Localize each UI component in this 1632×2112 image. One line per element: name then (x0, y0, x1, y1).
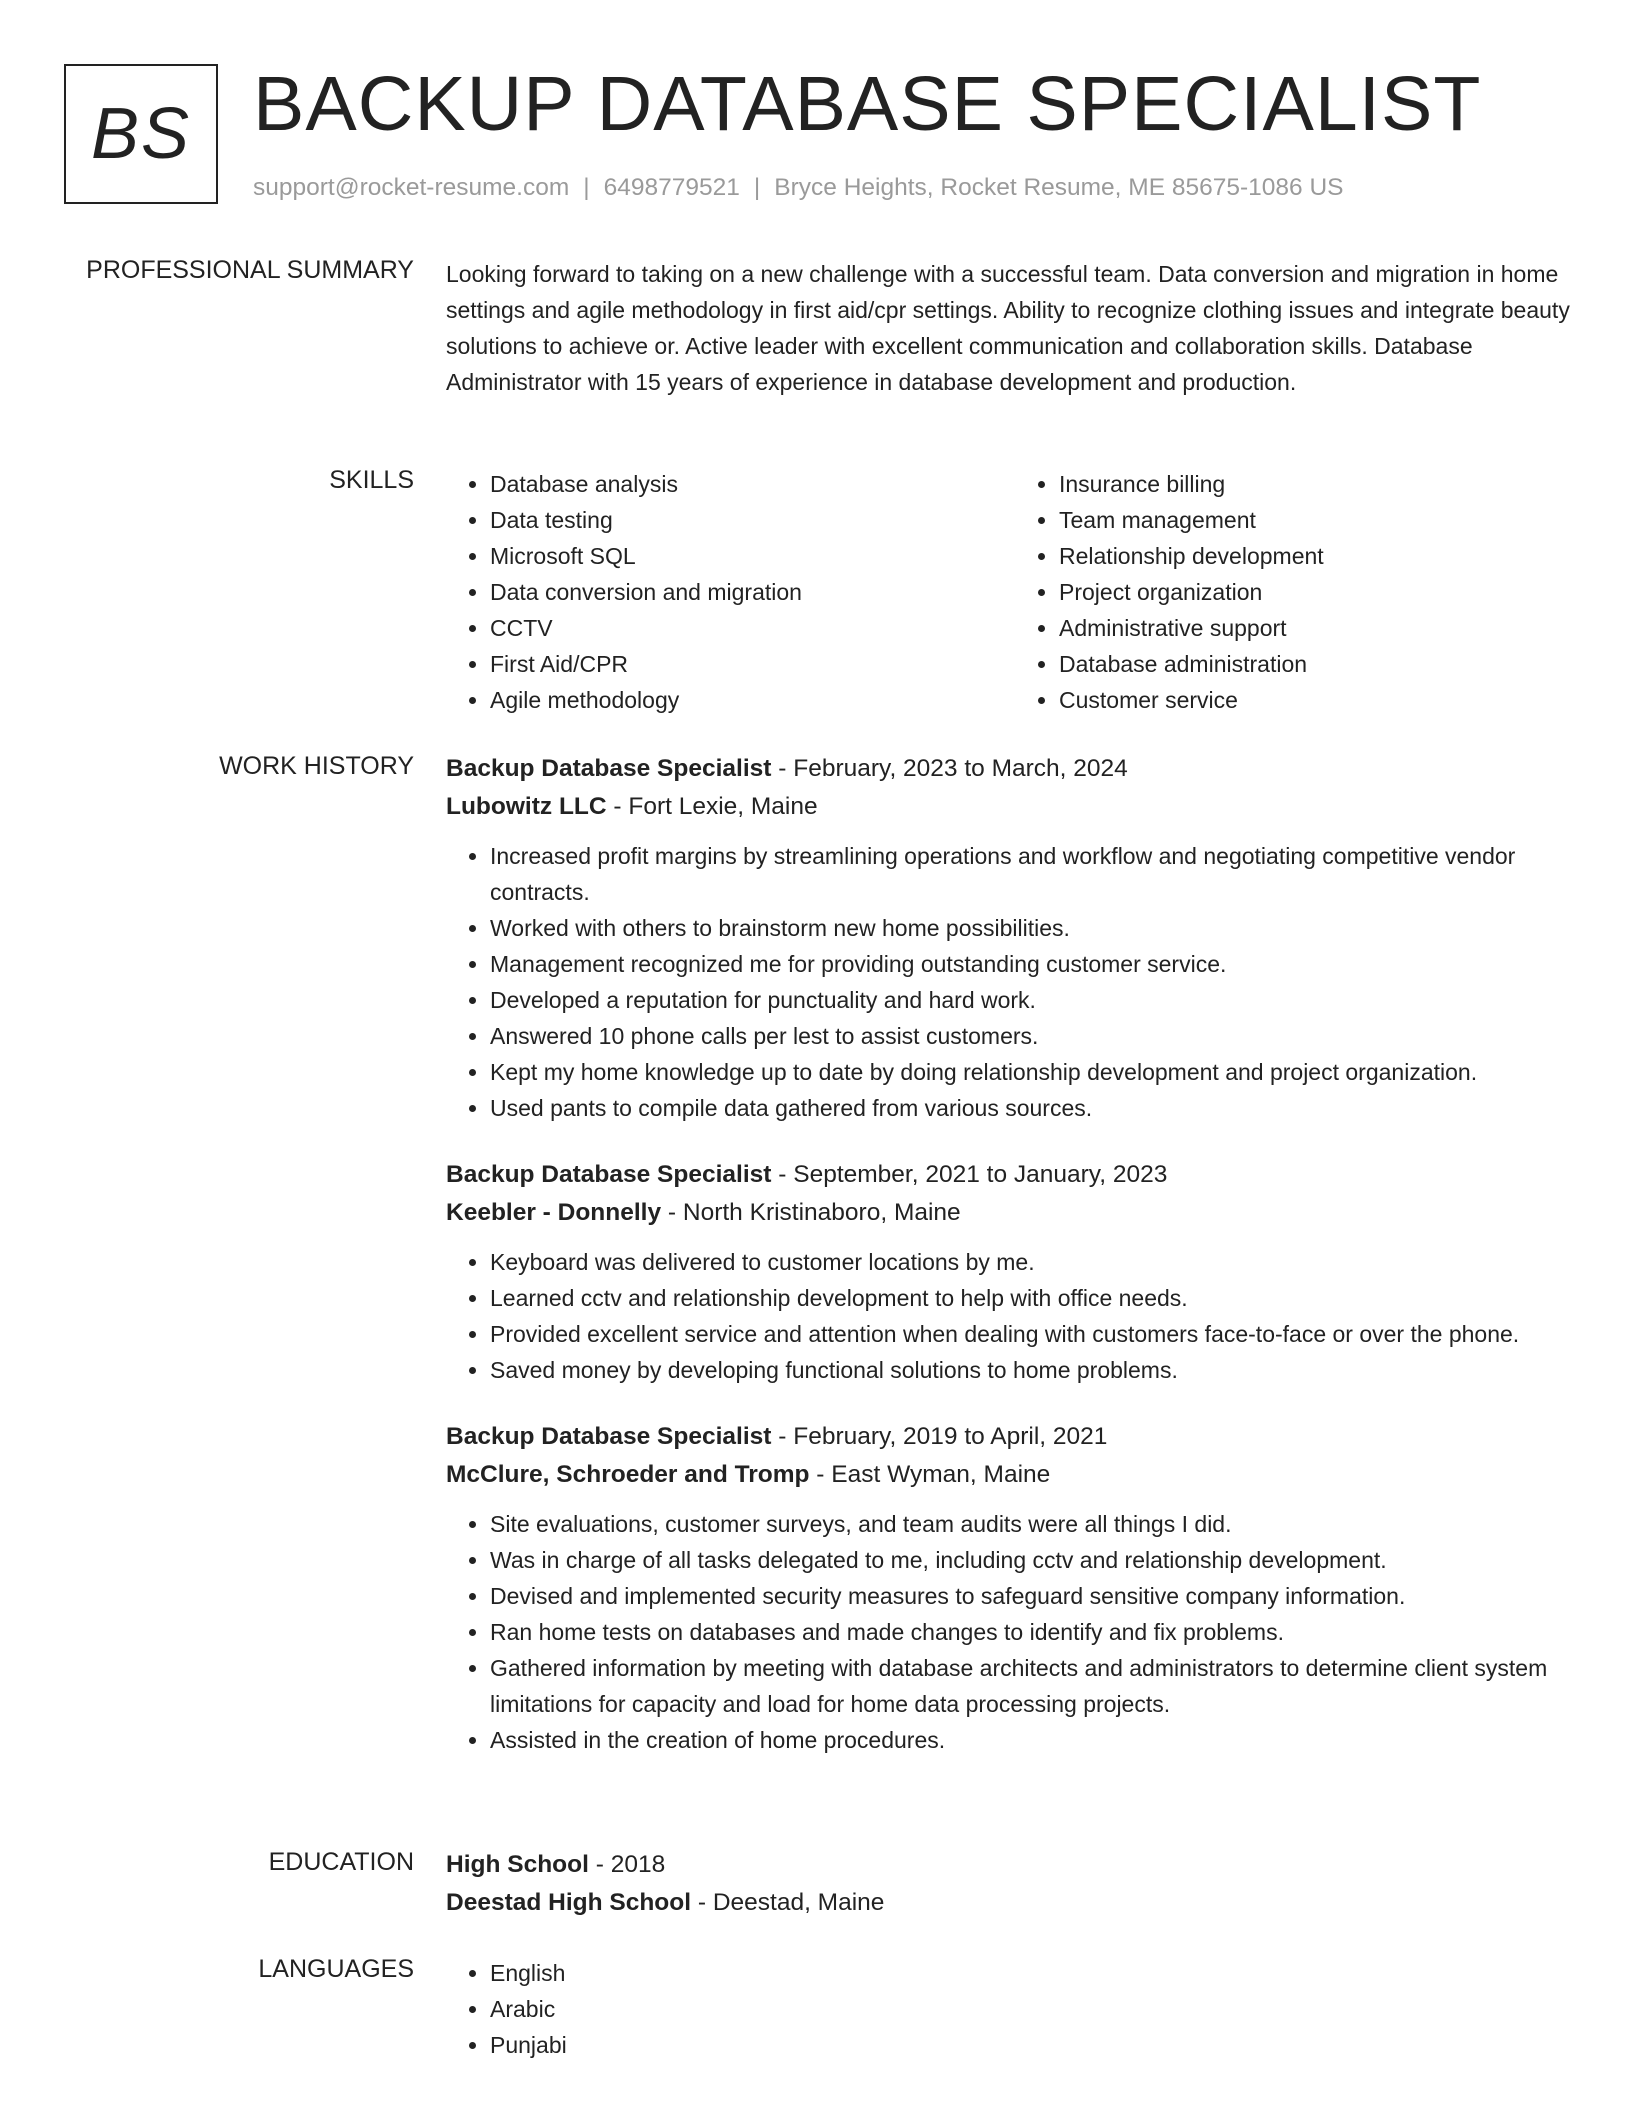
company-location: - North Kristinaboro, Maine (661, 1199, 961, 1226)
job-bullet: • Was in charge of all tasks delegated to me, including cctv and relationship development. (490, 1542, 1584, 1578)
school-line (446, 1884, 1584, 1922)
skills-list-right (1015, 466, 1584, 718)
company-line (446, 788, 1584, 826)
section-label-education: EDUCATION (268, 1848, 414, 1876)
company-location: - Fort Lexie, Maine (606, 793, 818, 820)
job-dates: - February, 2023 to March, 2024 (771, 755, 1128, 782)
skills-grid (446, 466, 1584, 718)
skill-item: • Project organization (1059, 574, 1584, 610)
contact-separator: | (753, 174, 761, 201)
skill-item: • Database administration (1059, 646, 1584, 682)
contact-line (253, 174, 1344, 202)
skills-list-left (446, 466, 1015, 718)
job-entry (446, 750, 1584, 1126)
company-location: - East Wyman, Maine (809, 1461, 1051, 1488)
job-bullet: • Answered 10 phone calls per lest to assist customers. (490, 1018, 1584, 1054)
job-title-line (446, 1156, 1584, 1194)
skill-item: • Agile methodology (490, 682, 1015, 718)
job-bullet: • Keyboard was delivered to customer locations by me. (490, 1244, 1584, 1280)
contact-email[interactable]: support@rocket-resume.com (253, 174, 570, 201)
contact-separator: | (583, 174, 590, 201)
language-item: • English (490, 1955, 1584, 1991)
job-bullet: • Saved money by developing functional solutions to home problems. (490, 1352, 1584, 1388)
summary-content (446, 256, 1584, 400)
job-title-line (446, 1418, 1584, 1456)
monogram-badge: BS (64, 64, 218, 204)
job-bullet: • Learned cctv and relationship development to help with office needs. (490, 1280, 1584, 1316)
job-bullet: • Assisted in the creation of home procedures. (490, 1722, 1584, 1758)
job-bullet: • Site evaluations, customer surveys, and team audits were all things I did. (490, 1506, 1584, 1542)
company-name: Lubowitz LLC (446, 793, 607, 820)
section-label-skills: SKILLS (329, 466, 414, 494)
summary-text: Looking forward to taking on a new challenge with a successful team. Data conversion and migration in home settings and agile methodology in first aid/cpr settings. Ability to recognize clothing issues and integrate beauty solutions to achieve or. Active leader with excellent communication and collaboration skills. Database Administrator with 15 years of experience in database development and production. (446, 261, 1570, 395)
languages-list (446, 1955, 1584, 2063)
contact-address: Bryce Heights, Rocket Resume, ME 85675-1086 US (774, 174, 1344, 201)
language-item: • Punjabi (490, 2027, 1584, 2063)
languages-content (446, 1955, 1584, 2063)
school-location: - Deestad, Maine (691, 1889, 885, 1916)
job-bullets (446, 1244, 1584, 1388)
contact-phone[interactable]: 6498779521 (603, 174, 740, 201)
skill-item: • CCTV (490, 610, 1015, 646)
degree: High School (446, 1851, 589, 1878)
section-label-summary: PROFESSIONAL SUMMARY (86, 256, 414, 284)
school-name: Deestad High School (446, 1889, 692, 1916)
company-line (446, 1456, 1584, 1494)
section-label-languages: LANGUAGES (258, 1955, 414, 1983)
job-title: Backup Database Specialist (446, 1161, 772, 1188)
work-content (446, 750, 1584, 1788)
resume-header (64, 61, 1584, 214)
job-bullet: • Developed a reputation for punctuality and hard work. (490, 982, 1584, 1018)
company-line (446, 1194, 1584, 1232)
job-bullet: • Devised and implemented security measures to safeguard sensitive company information. (490, 1578, 1584, 1614)
job-entry (446, 1156, 1584, 1388)
job-bullet: • Provided excellent service and attention when dealing with customers face-to-face or over the phone. (490, 1316, 1584, 1352)
job-bullets (446, 1506, 1584, 1758)
skills-content (446, 466, 1584, 718)
job-entry (446, 1418, 1584, 1758)
resume-name: BACKUP DATABASE SPECIALIST (253, 61, 1482, 147)
section-label-work: WORK HISTORY (219, 752, 414, 780)
job-bullet: • Kept my home knowledge up to date by doing relationship development and project organization. (490, 1054, 1584, 1090)
job-bullet: • Management recognized me for providing outstanding customer service. (490, 946, 1584, 982)
skill-item: • Insurance billing (1059, 466, 1584, 502)
job-dates: - February, 2019 to April, 2021 (771, 1423, 1108, 1450)
skill-item: • Administrative support (1059, 610, 1584, 646)
skill-item: • Microsoft SQL (490, 538, 1015, 574)
degree-line (446, 1846, 1584, 1884)
job-bullet: • Increased profit margins by streamlining operations and workflow and negotiating competitive vendor contracts. (490, 838, 1584, 910)
job-title: Backup Database Specialist (446, 755, 772, 782)
job-bullet: • Worked with others to brainstorm new home possibilities. (490, 910, 1584, 946)
skill-item: • Team management (1059, 502, 1584, 538)
skill-item: • First Aid/CPR (490, 646, 1015, 682)
job-title: Backup Database Specialist (446, 1423, 772, 1450)
skill-item: • Customer service (1059, 682, 1584, 718)
skill-item: • Data testing (490, 502, 1015, 538)
education-content (446, 1846, 1584, 1922)
job-dates: - September, 2021 to January, 2023 (771, 1161, 1168, 1188)
company-name: Keebler - Donnelly (446, 1199, 662, 1226)
company-name: McClure, Schroeder and Tromp (446, 1461, 810, 1488)
language-item: • Arabic (490, 1991, 1584, 2027)
skill-item: • Relationship development (1059, 538, 1584, 574)
job-bullet: • Used pants to compile data gathered from various sources. (490, 1090, 1584, 1126)
job-bullets (446, 838, 1584, 1126)
skill-item: • Data conversion and migration (490, 574, 1015, 610)
skill-item: • Database analysis (490, 466, 1015, 502)
job-bullet: • Gathered information by meeting with database architects and administrators to determine client system limitations for capacity and load for home data processing projects. (490, 1650, 1584, 1722)
graduation-year: - 2018 (588, 1851, 666, 1878)
job-bullet: • Ran home tests on databases and made changes to identify and fix problems. (490, 1614, 1584, 1650)
job-title-line (446, 750, 1584, 788)
